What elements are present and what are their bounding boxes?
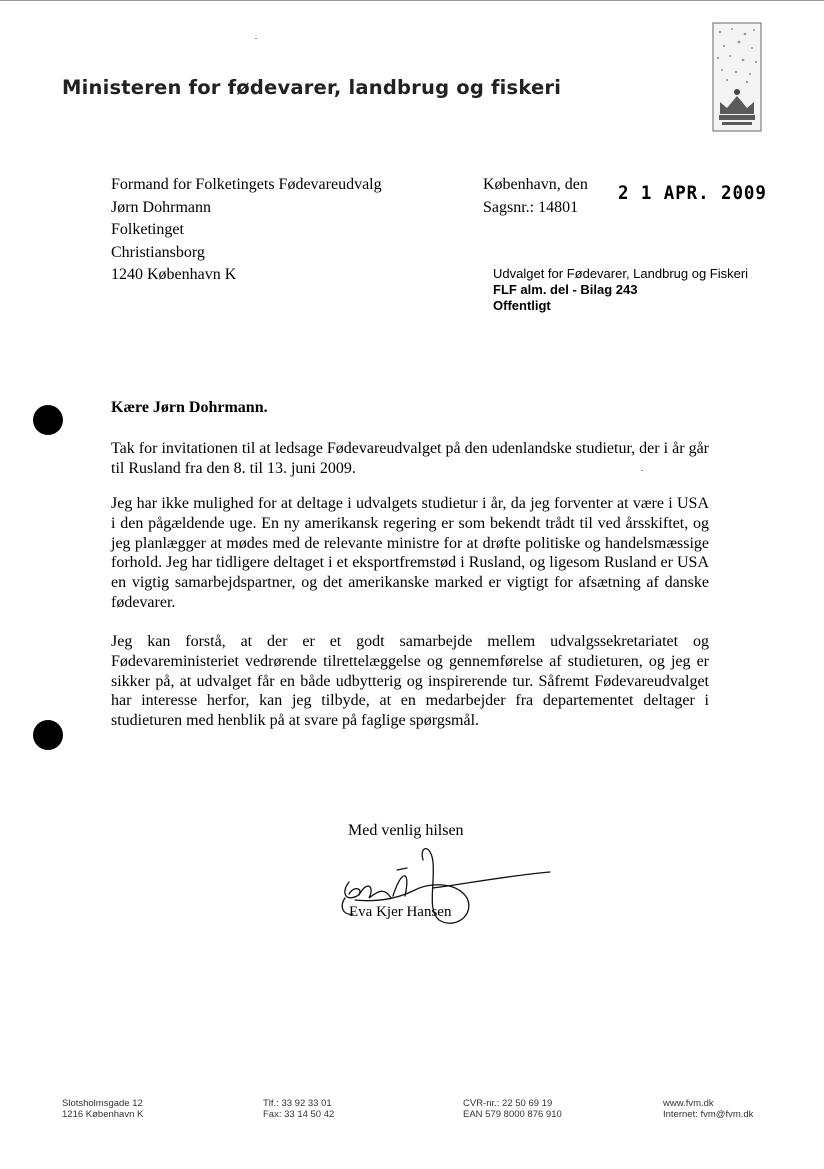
public-status: Offentligt (493, 298, 551, 313)
footer-street: Slotsholmsgade 12 (62, 1098, 143, 1109)
registration-stamp (493, 266, 748, 314)
footer-registry-block (463, 1098, 562, 1120)
footer-phone: Tlf.: 33 92 33 01 (263, 1098, 332, 1109)
footer-internet: Internet: fvm@fvm.dk (663, 1109, 754, 1120)
punch-hole-mark (33, 405, 63, 435)
footer-city: 1216 København K (62, 1109, 144, 1120)
letter-paragraph-2: Jeg har ikke mulighed for at deltage i udvalgets studietur i år, da jeg forventer at være i USA i den pågældende uge. En ny amerikansk regering er som bekendt trådt til ved årsskiftet, og jeg planlægger at mødes med de relevante ministre for at drøfte politiske og handelsmæssige forhold. Jeg har tidligere deltaget i et eksportfremstød i Rusland, og ligesom Rusland er USA en vigtig samarbejdspartner, og det amerikanske marked er vigtigt for afsætning af danske fødevarer. (111, 495, 709, 611)
recipient-line: Folketinget (111, 221, 184, 238)
footer-address (62, 1098, 143, 1120)
letter-paragraph-3: Jeg kan forstå, at der er et godt samarbejde mellem udvalgssekretariatet og Fødevareministeriet vedrørende tilrettelæggelse og gennemførelse af studieturen, og jeg er sikker på, at udvalget får en både udbytterig og inspirerende tur. Såfremt Fødevareudvalget har interesse herfor, kan jeg tilbyde, at en medarbejder fra departementet deltager i studieturen med henblik på at svare på faglige spørgsmål. (111, 633, 709, 730)
footer-phone-block (263, 1098, 334, 1120)
scan-speck (641, 470, 643, 471)
place-and-case (483, 174, 588, 219)
royal-crest-emblem (712, 22, 762, 132)
signer-name: Eva Kjer Hansen (349, 904, 452, 920)
footer-ean: EAN 579 8000 876 910 (463, 1109, 562, 1120)
footer-web: www.fvm.dk (663, 1098, 714, 1109)
case-number: Sagsnr.: 14801 (483, 198, 579, 216)
footer-web-block (663, 1098, 753, 1120)
recipient-line: Formand for Folketingets Fødevareudvalg (111, 176, 382, 193)
recipient-address (111, 174, 382, 287)
closing-phrase: Med venlig hilsen (348, 822, 464, 839)
footer-cvr: CVR-nr.: 22 50 69 19 (463, 1098, 553, 1109)
annex-reference: FLF alm. del - Bilag 243 (493, 282, 638, 297)
footer-fax: Fax: 33 14 50 42 (263, 1109, 335, 1120)
date-stamp: 2 1 APR. 2009 (618, 182, 767, 204)
letter-greeting: Kære Jørn Dohrmann. (111, 399, 268, 416)
recipient-line: 1240 København K (111, 266, 237, 283)
committee-name: Udvalget for Fødevarer, Landbrug og Fiskeri (493, 266, 749, 281)
letter-paragraph-1: Tak for invitationen til at ledsage Fødevareudvalget på den udenlandske studietur, der i år går til Rusland fra den 8. til 13. juni 2009. (111, 440, 709, 477)
punch-hole-mark (33, 720, 63, 750)
recipient-line: Christiansborg (111, 243, 205, 261)
recipient-line: Jørn Dohrmann (111, 198, 211, 216)
ministry-title: Ministeren for fødevarer, landbrug og fiskeri (62, 76, 562, 99)
scan-speck (255, 38, 257, 39)
place-label: København, den (483, 176, 588, 193)
scan-top-edge (0, 0, 824, 1)
